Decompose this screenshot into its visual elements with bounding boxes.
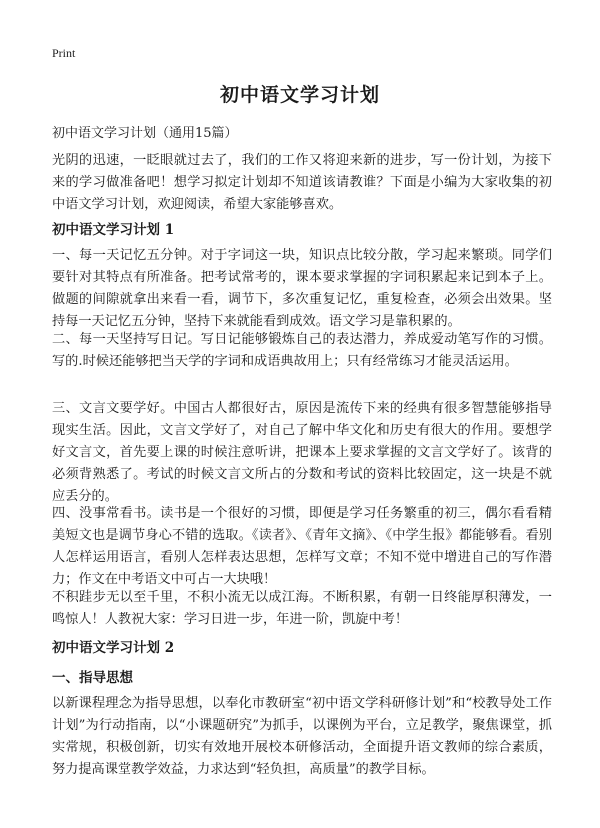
intro-paragraph: 光阴的迅速，一眨眼就过去了，我们的工作又将迎来新的进步，写一份计划，为接下来的学习做准备吧！想学习拟定计划却不知道该请教谁？下面是小编为大家收集的初中语文学习计划，欢迎阅读，希望大家能够喜欢。 [52, 153, 552, 212]
print-link[interactable]: Print [52, 46, 76, 60]
plan-2-heading: 初中语文学习计划 2 [52, 640, 175, 656]
plan-1-paragraph-4: 四、没事常看书。读书是一个很好的习惯，即便是学习任务繁重的初三，偶尔看看精美短文也是调节身心不错的选取。《读者》、《青年文摘》、《中学生报》都能够看。看别人怎样运用语言，看别人怎样表达思想，怎样写文章；不知不觉中增进自己的写作潜力；作文在中考语文中可占一大块哦！ [52, 506, 552, 587]
plan-2-subheading: 一、指导思想 [52, 670, 133, 686]
plan-1-heading: 初中语文学习计划 1 [52, 222, 175, 238]
document-subtitle: 初中语文学习计划（通用15篇） [52, 126, 238, 141]
page-title: 初中语文学习计划 [219, 84, 380, 106]
plan-1-paragraph-2: 二、每一天坚持写日记。写日记能够锻炼自己的表达潜力，养成爱动笔写作的习惯。写的.时候还能够把当天学的字词和成语典故用上；只有经常练习才能灵活运用。 [52, 332, 552, 369]
plan-1-paragraph-3: 三、文言文要学好。中国古人都很好古，原因是流传下来的经典有很多智慧能够指导现实生活。因此，文言文学好了，对自己了解中华文化和历史有很大的作用。要想学好文言文，首先要上课的时候注意听讲，把课本上要求掌握的文言文学好了。该背的必须背熟悉了。考试的时候文言文所占的分数和考试的资料比较固定，这一块是不就应丢分的。 [52, 401, 552, 504]
plan-1-paragraph-5: 不积跬步无以至千里，不积小流无以成江海。不断积累，有朝一日终能厚积薄发，一鸣惊人！人教祝大家：学习日进一步，年进一阶，凯旋中考！ [52, 590, 552, 627]
plan-2-paragraph: 以新课程理念为指导思想，以奉化市教研室“初中语文学科研修计划”和“校教导处工作计划”为行动指南，以“小课题研究”为抓手，以课例为平台，立足教学，聚焦课堂，抓实常规，积极创新，切实有效地开展校本研修活动，全面提升语文教师的综合素质，努力提高课堂教学效益，力求达到“轻负担，高质量”的教学目标。 [52, 696, 552, 777]
plan-1-paragraph-1: 一、每一天记忆五分钟。对于字词这一块，知识点比较分散，学习起来繁琐。同学们要针对其特点有所准备。把考试常考的，课本要求掌握的字词积累起来记到本子上。做题的间隙就拿出来看一看，调节下，多次重复记忆，重复检查，必须会出效果。坚持每一天记忆五分钟，坚持下来就能看到成效。语文学习是靠积累的。 [52, 248, 552, 329]
